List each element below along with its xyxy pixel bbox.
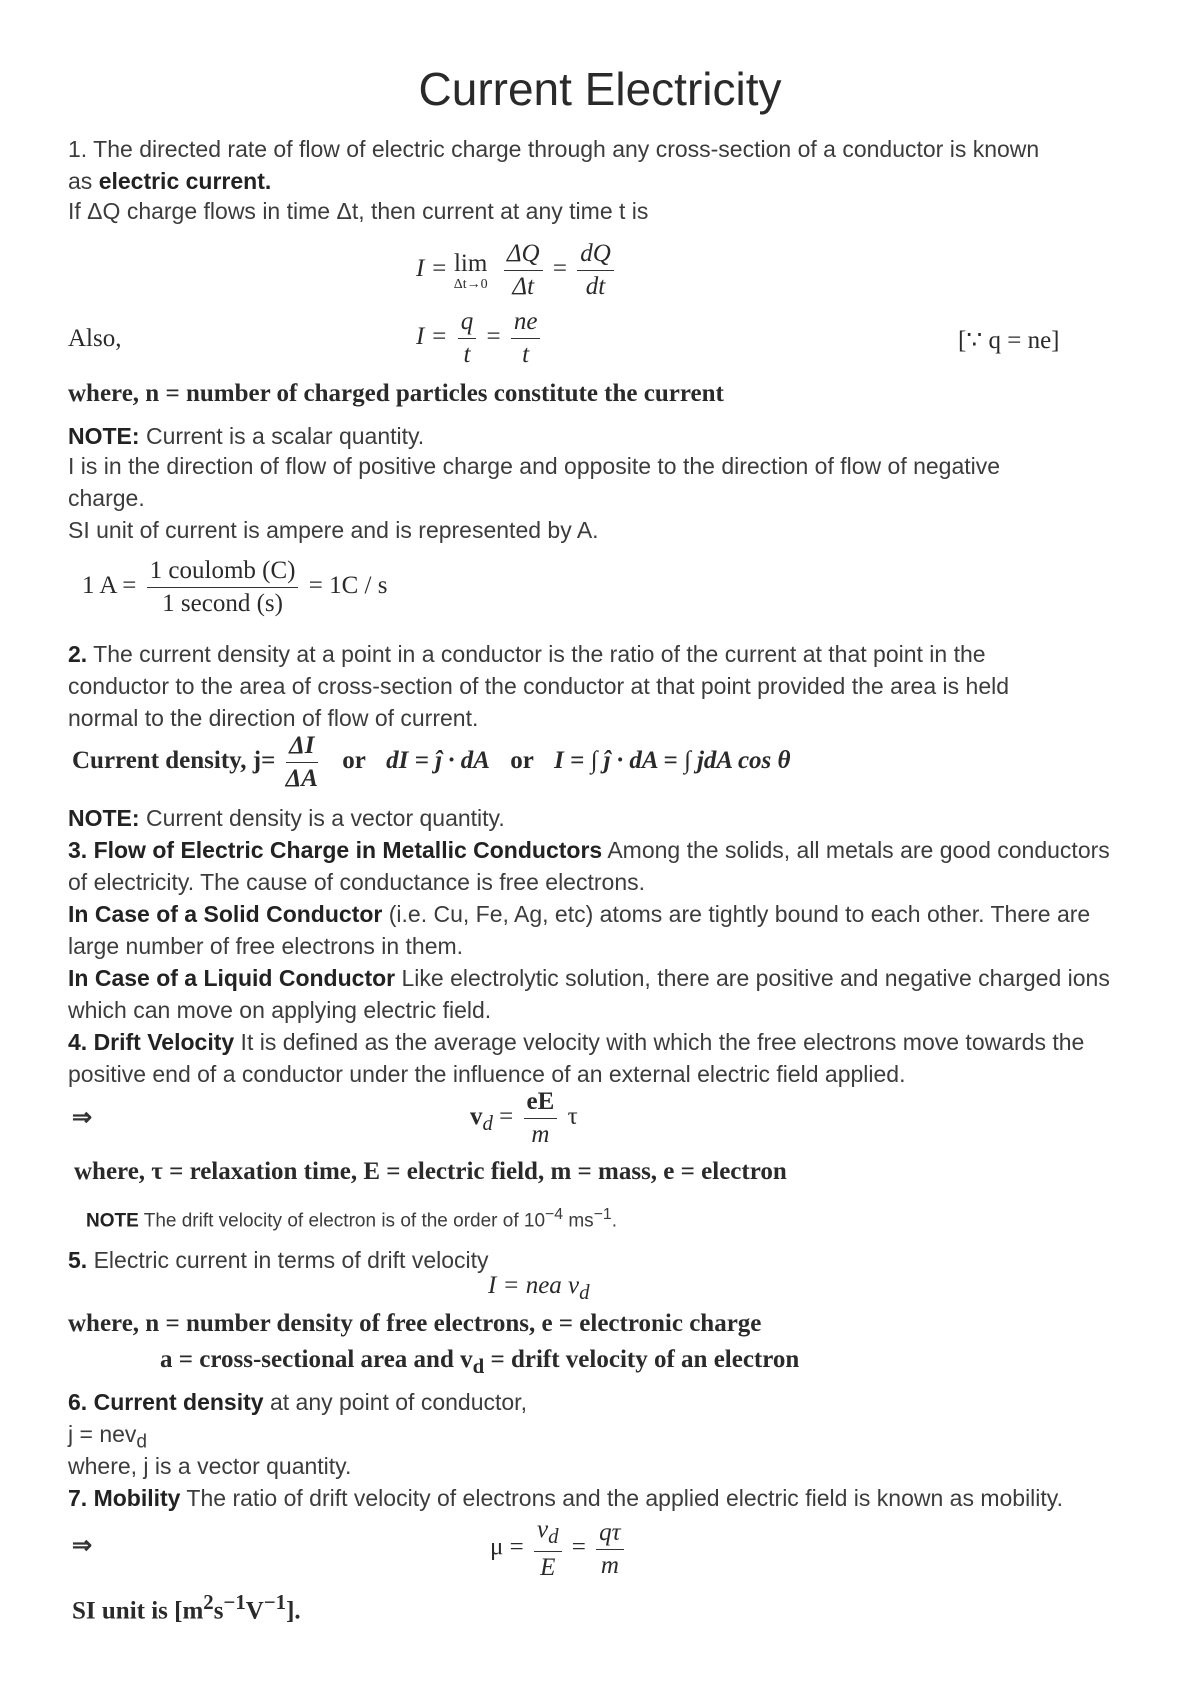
lim-text: lim	[453, 249, 488, 277]
s4-note	[86, 1199, 617, 1237]
si-exp3: −1	[263, 1590, 287, 1614]
eq-text: I = nea v	[488, 1272, 580, 1299]
frac-den: E	[540, 1554, 556, 1581]
frac-num: qτ	[596, 1519, 623, 1550]
frac-den: ΔA	[285, 765, 318, 792]
frac-num: ΔQ	[504, 240, 543, 271]
s6-text: at any point of conductor,	[263, 1389, 527, 1415]
s4-line2: positive end of a conductor under the influence of an external electric field applied.	[68, 1061, 906, 1087]
s2-line2: conductor to the area of cross-section of the conductor at that point provided the area is held	[68, 673, 1010, 699]
s1-text1: The directed rate of flow of electric charge through any cross-section of a conductor is known	[93, 136, 1040, 162]
s5-where2	[160, 1346, 799, 1379]
or-word: or	[342, 747, 366, 775]
frac-num: dQ	[577, 240, 614, 271]
note-text: Current density is a vector quantity.	[139, 805, 505, 831]
frac-den: 1 second (s)	[162, 590, 283, 617]
frac-den: m	[531, 1121, 550, 1148]
eq-mid: dI = ĵ · dA	[386, 747, 490, 775]
s3-text1: Among the solids, all metals are good conductors	[602, 837, 1110, 863]
note-exp2: −1	[593, 1206, 612, 1223]
equation-current-density	[72, 732, 791, 793]
s1-note	[68, 420, 424, 452]
fraction-di-da	[286, 732, 318, 793]
equation-current-limit	[416, 240, 618, 301]
equation-drift-velocity	[470, 1088, 578, 1149]
s1-where: where, n = number of charged particles constitute the current	[68, 380, 724, 407]
eq3-lhs: 1 A =	[82, 572, 137, 600]
s7-si-unit	[72, 1590, 301, 1625]
eq1-lhs: I =	[416, 255, 448, 283]
si-exp2: −1	[223, 1590, 246, 1614]
equals-sign: =	[552, 255, 567, 283]
page-title: Current Electricity	[418, 63, 782, 115]
s1-direction-line1: I is in the direction of flow of positive charge and opposite to the direction of flow of negative	[68, 453, 1001, 479]
fraction-q-t	[458, 308, 477, 369]
vd-sub: d	[548, 1524, 559, 1548]
liquid-heading: In Case of a Liquid Conductor	[68, 965, 396, 991]
s4-line1	[68, 1026, 1084, 1058]
s7-text: The ratio of drift velocity of electrons and the applied electric field is known as mobility.	[180, 1485, 1063, 1511]
s4-where: where, τ = relaxation time, E = electric field, m = mass, e = electron	[74, 1158, 787, 1185]
si-pre: SI unit is [m	[72, 1597, 204, 1625]
fraction-vd-E	[534, 1516, 562, 1582]
frac-den: m	[600, 1551, 619, 1579]
note-text: Current is a scalar quantity.	[139, 423, 425, 449]
vd-sub: d	[482, 1111, 493, 1136]
s3-line1	[68, 834, 1110, 866]
solid-text1: (i.e. Cu, Fe, Ag, etc) atoms are tightly bound to each other. There are	[382, 901, 1091, 927]
s1-line2	[68, 165, 271, 197]
s7-line1	[68, 1482, 1063, 1514]
cd-label: Current density, j=	[72, 747, 276, 775]
s2-line1	[68, 638, 986, 670]
si-end: ].	[286, 1597, 301, 1625]
solid-heading: In Case of a Solid Conductor	[68, 901, 383, 927]
equation-current-drift	[488, 1272, 590, 1305]
eq-text: j = nev	[68, 1421, 137, 1447]
frac-num: 1 coulomb (C)	[147, 557, 299, 588]
frac-num	[534, 1516, 562, 1552]
note-label: NOTE:	[68, 805, 140, 831]
fraction-coulomb-second	[147, 557, 299, 618]
eq2-lhs: I =	[416, 323, 448, 351]
or-word: or	[510, 747, 534, 775]
frac-den: Δt	[512, 273, 535, 300]
s3-line2: of electricity. The cause of conductance is free electrons.	[68, 869, 645, 895]
equals-sign: =	[571, 1533, 586, 1561]
frac-den: t	[463, 341, 471, 368]
equals-sign: =	[499, 1103, 514, 1131]
s1-direction-line2: charge.	[68, 485, 145, 511]
fraction-dq-dt-delta	[504, 240, 543, 301]
note-end: .	[611, 1210, 618, 1232]
s5-where1: where, n = number density of free electrons, e = electronic charge	[68, 1310, 762, 1337]
eq3-rhs: = 1C / s	[308, 572, 388, 600]
lim-sub: Δt→0	[453, 276, 488, 292]
s3-solid-line1	[68, 898, 1090, 930]
s6-number: 6.	[68, 1389, 88, 1415]
eq-sub: d	[579, 1280, 590, 1304]
s1-number: 1.	[68, 136, 88, 162]
s1-line3: If ΔQ charge flows in time Δt, then current at any time t is	[68, 198, 649, 224]
note-label: NOTE	[86, 1210, 139, 1232]
s6-where: where, j is a vector quantity.	[68, 1453, 352, 1479]
equation-mobility	[490, 1516, 628, 1582]
si-mid1: s	[213, 1597, 224, 1625]
tau-symbol: τ	[567, 1103, 578, 1131]
s3-liquid-line1	[68, 962, 1110, 994]
s6-line1	[68, 1386, 527, 1418]
s4-text1: It is defined as the average velocity with which the free electrons move towards the	[234, 1029, 1085, 1055]
s1-bold-term: electric current.	[98, 168, 272, 194]
s3-solid-line2: large number of free electrons in them.	[68, 933, 464, 959]
limit-operator	[454, 250, 488, 292]
equation-ampere	[82, 557, 387, 618]
note-exp1: −4	[545, 1206, 564, 1223]
note-label: NOTE:	[68, 423, 140, 449]
vd-symbol: v	[470, 1103, 483, 1131]
s2-line3: normal to the direction of flow of current.	[68, 705, 479, 731]
also-label: Also,	[68, 325, 122, 352]
implies-arrow-icon: ⇒	[72, 1532, 93, 1559]
s2-text1: The current density at a point in a conductor is the ratio of the current at that point in the	[87, 641, 986, 667]
implies-arrow-icon: ⇒	[72, 1104, 93, 1131]
fraction-eE-m	[524, 1088, 558, 1149]
vd-symbol: v	[537, 1516, 549, 1543]
liquid-text1: Like electrolytic solution, there are positive and negative charged ions	[395, 965, 1110, 991]
because-note: [∵ q = ne]	[958, 327, 1060, 354]
note-text: The drift velocity of electron is of the order of 10	[138, 1210, 546, 1232]
s5-text: Electric current in terms of drift velocity	[87, 1247, 489, 1273]
fraction-ne-t	[511, 308, 541, 369]
mu-lhs: μ =	[490, 1533, 524, 1561]
note-unit: ms	[563, 1210, 594, 1232]
frac-num: ne	[511, 308, 541, 339]
frac-den: t	[522, 341, 530, 368]
equation-current-charge	[416, 308, 544, 369]
s3-liquid-line2: which can move on applying electric field.	[68, 997, 492, 1023]
s2-note	[68, 802, 505, 834]
s2-number: 2.	[68, 641, 88, 667]
where2-b: = drift velocity of an electron	[484, 1346, 800, 1373]
s5-line1	[68, 1244, 489, 1276]
frac-num: q	[458, 308, 477, 339]
eq-sub: d	[136, 1431, 148, 1453]
frac-num: eE	[524, 1088, 558, 1119]
s6-heading: Current density	[87, 1389, 264, 1415]
s5-number: 5.	[68, 1247, 88, 1273]
equals-sign: =	[486, 323, 501, 351]
where2-a: a = cross-sectional area and v	[160, 1346, 473, 1373]
eq-right: I = ∫ ĵ · dA = ∫ jdA cos θ	[554, 747, 791, 775]
frac-den: dt	[585, 273, 606, 300]
s1-si-unit: SI unit of current is ampere and is represented by A.	[68, 517, 599, 543]
fraction-dq-dt	[577, 240, 614, 301]
s1-line1	[68, 133, 1039, 165]
si-exp1: 2	[203, 1590, 214, 1614]
fraction-qtau-m	[596, 1519, 623, 1580]
s4-heading: 4. Drift Velocity	[68, 1029, 235, 1055]
where2-sub: d	[472, 1354, 485, 1378]
s1-text2: as	[68, 168, 99, 194]
s7-heading: 7. Mobility	[68, 1485, 181, 1511]
frac-num: ΔI	[286, 732, 318, 763]
si-mid2: V	[245, 1597, 264, 1625]
s3-heading: 3. Flow of Electric Charge in Metallic Conductors	[68, 837, 603, 863]
